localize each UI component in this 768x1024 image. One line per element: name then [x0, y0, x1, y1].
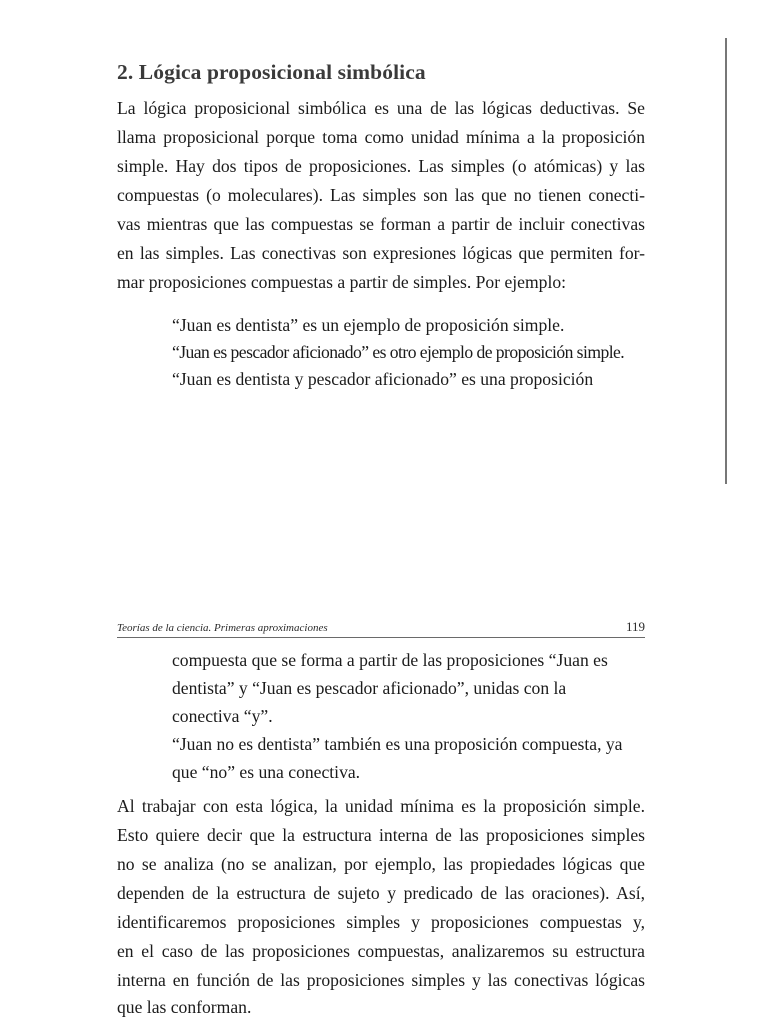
paragraph-line: que las conforman. — [117, 997, 252, 1017]
paragraph-line: mar proposiciones compuestas a partir de simples. Por ejemplo: — [117, 272, 567, 292]
paragraph-line: La lógica proposicional simbólica es una de las lógicas deductivas. Se — [117, 98, 645, 118]
paragraph-line: compuestas (o moleculares). Las simples son las que no tienen conecti- — [117, 185, 645, 205]
example-line: compuesta que se forma a partir de las proposiciones “Juan es — [172, 650, 608, 670]
paragraph-line: simple. Hay dos tipos de proposiciones. Las simples (o atómicas) y las — [117, 156, 645, 176]
paragraph-line: Al trabajar con esta lógica, la unidad mínima es la proposición simple. — [117, 796, 645, 816]
paragraph-line: en las simples. Las conectivas son expresiones lógicas que permiten for- — [117, 243, 645, 263]
section-title: 2. Lógica proposicional simbólica — [117, 60, 426, 84]
example-line: “Juan es dentista” es un ejemplo de proposición simple. — [172, 315, 565, 335]
example-line: “Juan es dentista y pescador aficionado” es una proposición — [172, 369, 594, 389]
example-line: dentista” y “Juan es pescador aficionado”, unidas con la — [172, 678, 567, 698]
running-head: Teorías de la ciencia. Primeras aproximaciones — [117, 622, 328, 634]
paragraph-line: Esto quiere decir que la estructura interna de las proposiciones simples — [117, 825, 645, 845]
example-line: que “no” es una conectiva. — [172, 762, 361, 782]
paragraph-line: no se analiza (no se analizan, por ejemplo, las propiedades lógicas que — [117, 854, 645, 874]
page-edge-rule — [725, 38, 727, 484]
page-footer-rule — [117, 637, 645, 638]
example-line: conectiva “y”. — [172, 706, 273, 726]
example-line: “Juan no es dentista” también es una proposición compuesta, ya — [172, 734, 623, 754]
page-number: 119 — [625, 619, 645, 634]
paragraph-line: identificaremos proposiciones simples y proposiciones compuestas y, — [117, 912, 645, 932]
paragraph-line: interna en función de las proposiciones simples y las conectivas lógicas — [117, 970, 645, 990]
paragraph-line: en el caso de las proposiciones compuestas, analizaremos su estructura — [117, 941, 645, 961]
paragraph-line: dependen de la estructura de sujeto y predicado de las oraciones). Así, — [117, 883, 645, 903]
paragraph-line: llama proposicional porque toma como unidad mínima a la proposición — [117, 127, 645, 147]
example-line: “Juan es pescador aficionado” es otro ejemplo de proposición simple. — [172, 342, 625, 362]
paragraph-line: vas mientras que las compuestas se forman a partir de incluir conectivas — [117, 214, 645, 234]
